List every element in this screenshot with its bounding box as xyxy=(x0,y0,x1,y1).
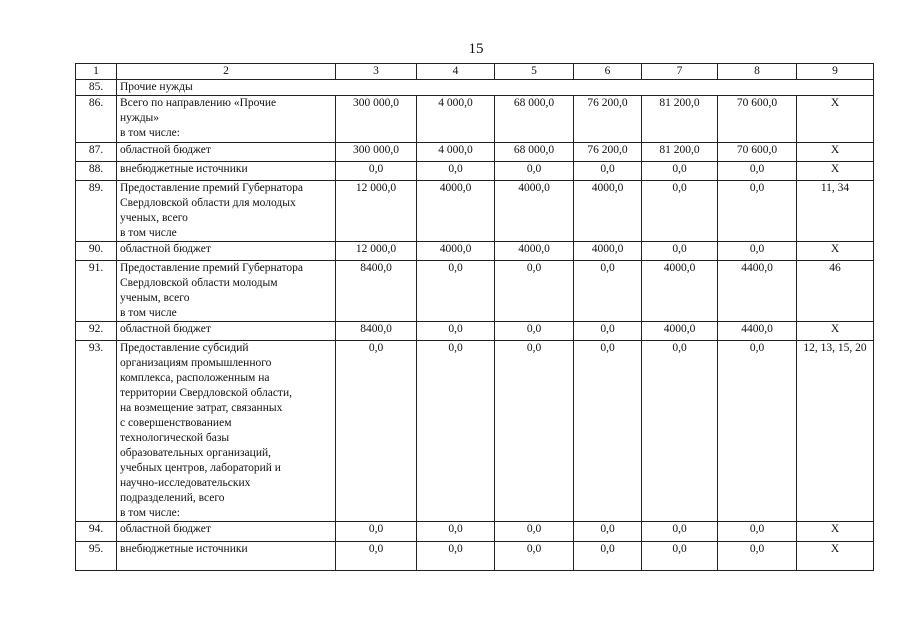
value-cell-col-3: 0,0 xyxy=(336,162,417,181)
value-cell-col-6: 0,0 xyxy=(574,322,642,341)
value-cell-col-3: 300 000,0 xyxy=(336,143,417,162)
row-name-cell: внебюджетные источники xyxy=(117,542,336,571)
page-number: 15 xyxy=(468,41,484,57)
value-cell-col-4: 4 000,0 xyxy=(417,143,495,162)
table-row xyxy=(76,261,874,322)
reference-cell: 12, 13, 15, 20 xyxy=(797,341,874,522)
row-number-cell: 92. xyxy=(76,322,117,341)
row-name-cell: областной бюджет xyxy=(117,143,336,162)
reference-cell: 11, 34 xyxy=(797,181,874,242)
column-number-row xyxy=(76,64,874,80)
reference-cell: X xyxy=(797,162,874,181)
value-cell-col-4: 0,0 xyxy=(417,322,495,341)
value-cell-col-7: 0,0 xyxy=(642,341,718,522)
row-number-cell: 87. xyxy=(76,143,117,162)
value-cell-col-6: 4000,0 xyxy=(574,181,642,242)
value-cell-col-5: 0,0 xyxy=(495,341,574,522)
value-cell-col-6: 0,0 xyxy=(574,341,642,522)
reference-cell: X xyxy=(797,143,874,162)
value-cell-col-6: 0,0 xyxy=(574,261,642,322)
column-number-cell: 1 xyxy=(76,64,117,80)
value-cell-col-4: 4 000,0 xyxy=(417,96,495,143)
row-name-cell: Предоставление субсидий организациям промышленного комплекса, расположенным на территории Свердловской области, на возмещение затрат, связанных с совершенствованием технологической базы образовательных организаций, учебных центров, лабораторий и научно-исследовательских подразделений, всего в том числе: xyxy=(117,341,336,522)
reference-cell: X xyxy=(797,242,874,261)
value-cell-col-8: 0,0 xyxy=(718,242,797,261)
value-cell-col-5: 68 000,0 xyxy=(495,143,574,162)
value-cell-col-3: 8400,0 xyxy=(336,261,417,322)
row-name-cell: Прочие нужды xyxy=(117,80,874,96)
value-cell-col-6: 4000,0 xyxy=(574,242,642,261)
value-cell-col-8: 4400,0 xyxy=(718,322,797,341)
value-cell-col-8: 0,0 xyxy=(718,181,797,242)
row-name-cell: Всего по направлению «Прочие нужды» в том числе: xyxy=(117,96,336,143)
column-number-cell: 2 xyxy=(117,64,336,80)
value-cell-col-3: 0,0 xyxy=(336,341,417,522)
row-name-cell: областной бюджет xyxy=(117,322,336,341)
row-number-cell: 93. xyxy=(76,341,117,522)
value-cell-col-8: 0,0 xyxy=(718,341,797,522)
value-cell-col-5: 68 000,0 xyxy=(495,96,574,143)
value-cell-col-6: 76 200,0 xyxy=(574,143,642,162)
table-row xyxy=(76,522,874,542)
value-cell-col-5: 0,0 xyxy=(495,162,574,181)
reference-cell: X xyxy=(797,542,874,571)
value-cell-col-7: 0,0 xyxy=(642,542,718,571)
value-cell-col-8: 70 600,0 xyxy=(718,143,797,162)
value-cell-col-3: 12 000,0 xyxy=(336,242,417,261)
value-cell-col-6: 0,0 xyxy=(574,522,642,542)
value-cell-col-5: 4000,0 xyxy=(495,181,574,242)
table-row xyxy=(76,542,874,571)
value-cell-col-8: 0,0 xyxy=(718,542,797,571)
row-name-cell: областной бюджет xyxy=(117,242,336,261)
value-cell-col-4: 0,0 xyxy=(417,261,495,322)
table-row xyxy=(76,80,874,96)
value-cell-col-3: 0,0 xyxy=(336,542,417,571)
column-number-cell: 3 xyxy=(336,64,417,80)
value-cell-col-5: 0,0 xyxy=(495,542,574,571)
value-cell-col-7: 0,0 xyxy=(642,242,718,261)
value-cell-col-4: 0,0 xyxy=(417,542,495,571)
row-name-cell: Предоставление премий Губернатора Свердловской области молодым ученым, всего в том числе xyxy=(117,261,336,322)
reference-cell: X xyxy=(797,96,874,143)
value-cell-col-3: 300 000,0 xyxy=(336,96,417,143)
value-cell-col-4: 0,0 xyxy=(417,341,495,522)
reference-cell: X xyxy=(797,322,874,341)
table-row xyxy=(76,341,874,522)
column-number-cell: 8 xyxy=(718,64,797,80)
value-cell-col-5: 0,0 xyxy=(495,522,574,542)
table-row xyxy=(76,96,874,143)
row-name-cell: Предоставление премий Губернатора Свердловской области для молодых ученых, всего в том числе xyxy=(117,181,336,242)
table-row xyxy=(76,322,874,341)
budget-table xyxy=(75,63,874,571)
table-body xyxy=(76,64,874,571)
reference-cell: 46 xyxy=(797,261,874,322)
row-number-cell: 89. xyxy=(76,181,117,242)
value-cell-col-7: 0,0 xyxy=(642,162,718,181)
value-cell-col-4: 4000,0 xyxy=(417,181,495,242)
table-row xyxy=(76,143,874,162)
value-cell-col-7: 81 200,0 xyxy=(642,96,718,143)
value-cell-col-4: 0,0 xyxy=(417,522,495,542)
value-cell-col-8: 0,0 xyxy=(718,162,797,181)
value-cell-col-7: 4000,0 xyxy=(642,322,718,341)
value-cell-col-3: 12 000,0 xyxy=(336,181,417,242)
row-number-cell: 88. xyxy=(76,162,117,181)
value-cell-col-4: 4000,0 xyxy=(417,242,495,261)
row-number-cell: 94. xyxy=(76,522,117,542)
value-cell-col-7: 0,0 xyxy=(642,522,718,542)
value-cell-col-6: 0,0 xyxy=(574,542,642,571)
row-name-cell: внебюджетные источники xyxy=(117,162,336,181)
value-cell-col-4: 0,0 xyxy=(417,162,495,181)
value-cell-col-7: 81 200,0 xyxy=(642,143,718,162)
row-number-cell: 90. xyxy=(76,242,117,261)
value-cell-col-6: 0,0 xyxy=(574,162,642,181)
table-row xyxy=(76,242,874,261)
value-cell-col-3: 8400,0 xyxy=(336,322,417,341)
value-cell-col-3: 0,0 xyxy=(336,522,417,542)
row-number-cell: 85. xyxy=(76,80,117,96)
value-cell-col-7: 0,0 xyxy=(642,181,718,242)
value-cell-col-5: 4000,0 xyxy=(495,242,574,261)
value-cell-col-7: 4000,0 xyxy=(642,261,718,322)
column-number-cell: 4 xyxy=(417,64,495,80)
row-number-cell: 95. xyxy=(76,542,117,571)
value-cell-col-5: 0,0 xyxy=(495,322,574,341)
column-number-cell: 5 xyxy=(495,64,574,80)
value-cell-col-8: 70 600,0 xyxy=(718,96,797,143)
value-cell-col-8: 4400,0 xyxy=(718,261,797,322)
reference-cell: X xyxy=(797,522,874,542)
row-number-cell: 91. xyxy=(76,261,117,322)
table-row xyxy=(76,181,874,242)
value-cell-col-5: 0,0 xyxy=(495,261,574,322)
row-number-cell: 86. xyxy=(76,96,117,143)
column-number-cell: 6 xyxy=(574,64,642,80)
table-row xyxy=(76,162,874,181)
row-name-cell: областной бюджет xyxy=(117,522,336,542)
column-number-cell: 7 xyxy=(642,64,718,80)
value-cell-col-6: 76 200,0 xyxy=(574,96,642,143)
column-number-cell: 9 xyxy=(797,64,874,80)
value-cell-col-8: 0,0 xyxy=(718,522,797,542)
